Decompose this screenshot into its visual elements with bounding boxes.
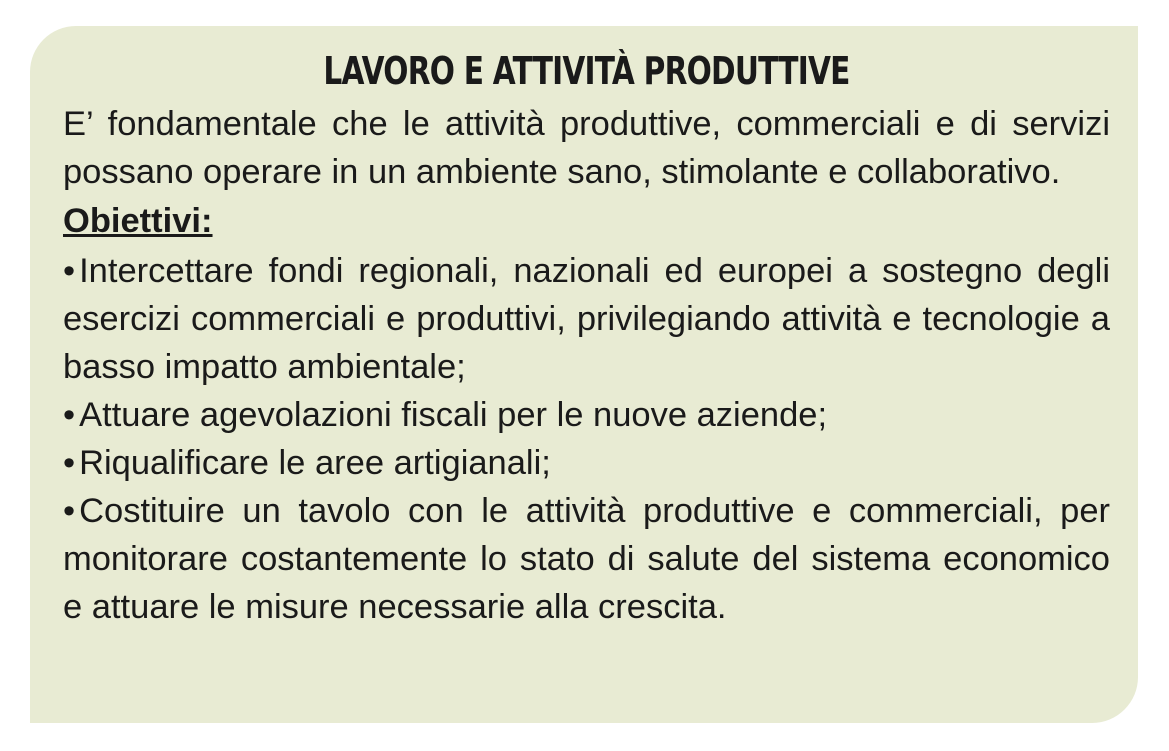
- bullet-icon: •: [63, 252, 76, 290]
- list-item: [63, 487, 1110, 631]
- content-card: [30, 26, 1138, 723]
- objectives-heading: Obiettivi:: [63, 202, 213, 240]
- bullet-icon: •: [63, 492, 76, 530]
- objective-text: Riqualificare le aree artigianali;: [79, 444, 551, 482]
- objective-text: Costituire un tavolo con le attività produttive e commerciali, per monitorare costantemente lo stato di salute del sistema economico e attuare le misure necessarie alla crescita.: [63, 492, 1110, 626]
- intro-paragraph: E’ fondamentale che le attività produttive, commerciali e di servizi possano operare in un ambiente sano, stimolante e collaborativo.: [63, 105, 1110, 191]
- objectives-list: [63, 247, 1110, 631]
- section-title: LAVORO E ATTIVITÀ PRODUTTIVE: [323, 49, 850, 93]
- objective-text: Attuare agevolazioni fiscali per le nuove aziende;: [79, 396, 828, 434]
- list-item: [63, 391, 1110, 439]
- list-item: [63, 439, 1110, 487]
- bullet-icon: •: [63, 396, 76, 434]
- objective-text: Intercettare fondi regionali, nazionali ed europei a sostegno degli esercizi commerciali e produttivi, privilegiando attività e tecnologie a basso impatto ambientale;: [63, 252, 1110, 386]
- bullet-icon: •: [63, 444, 76, 482]
- list-item: [63, 247, 1110, 391]
